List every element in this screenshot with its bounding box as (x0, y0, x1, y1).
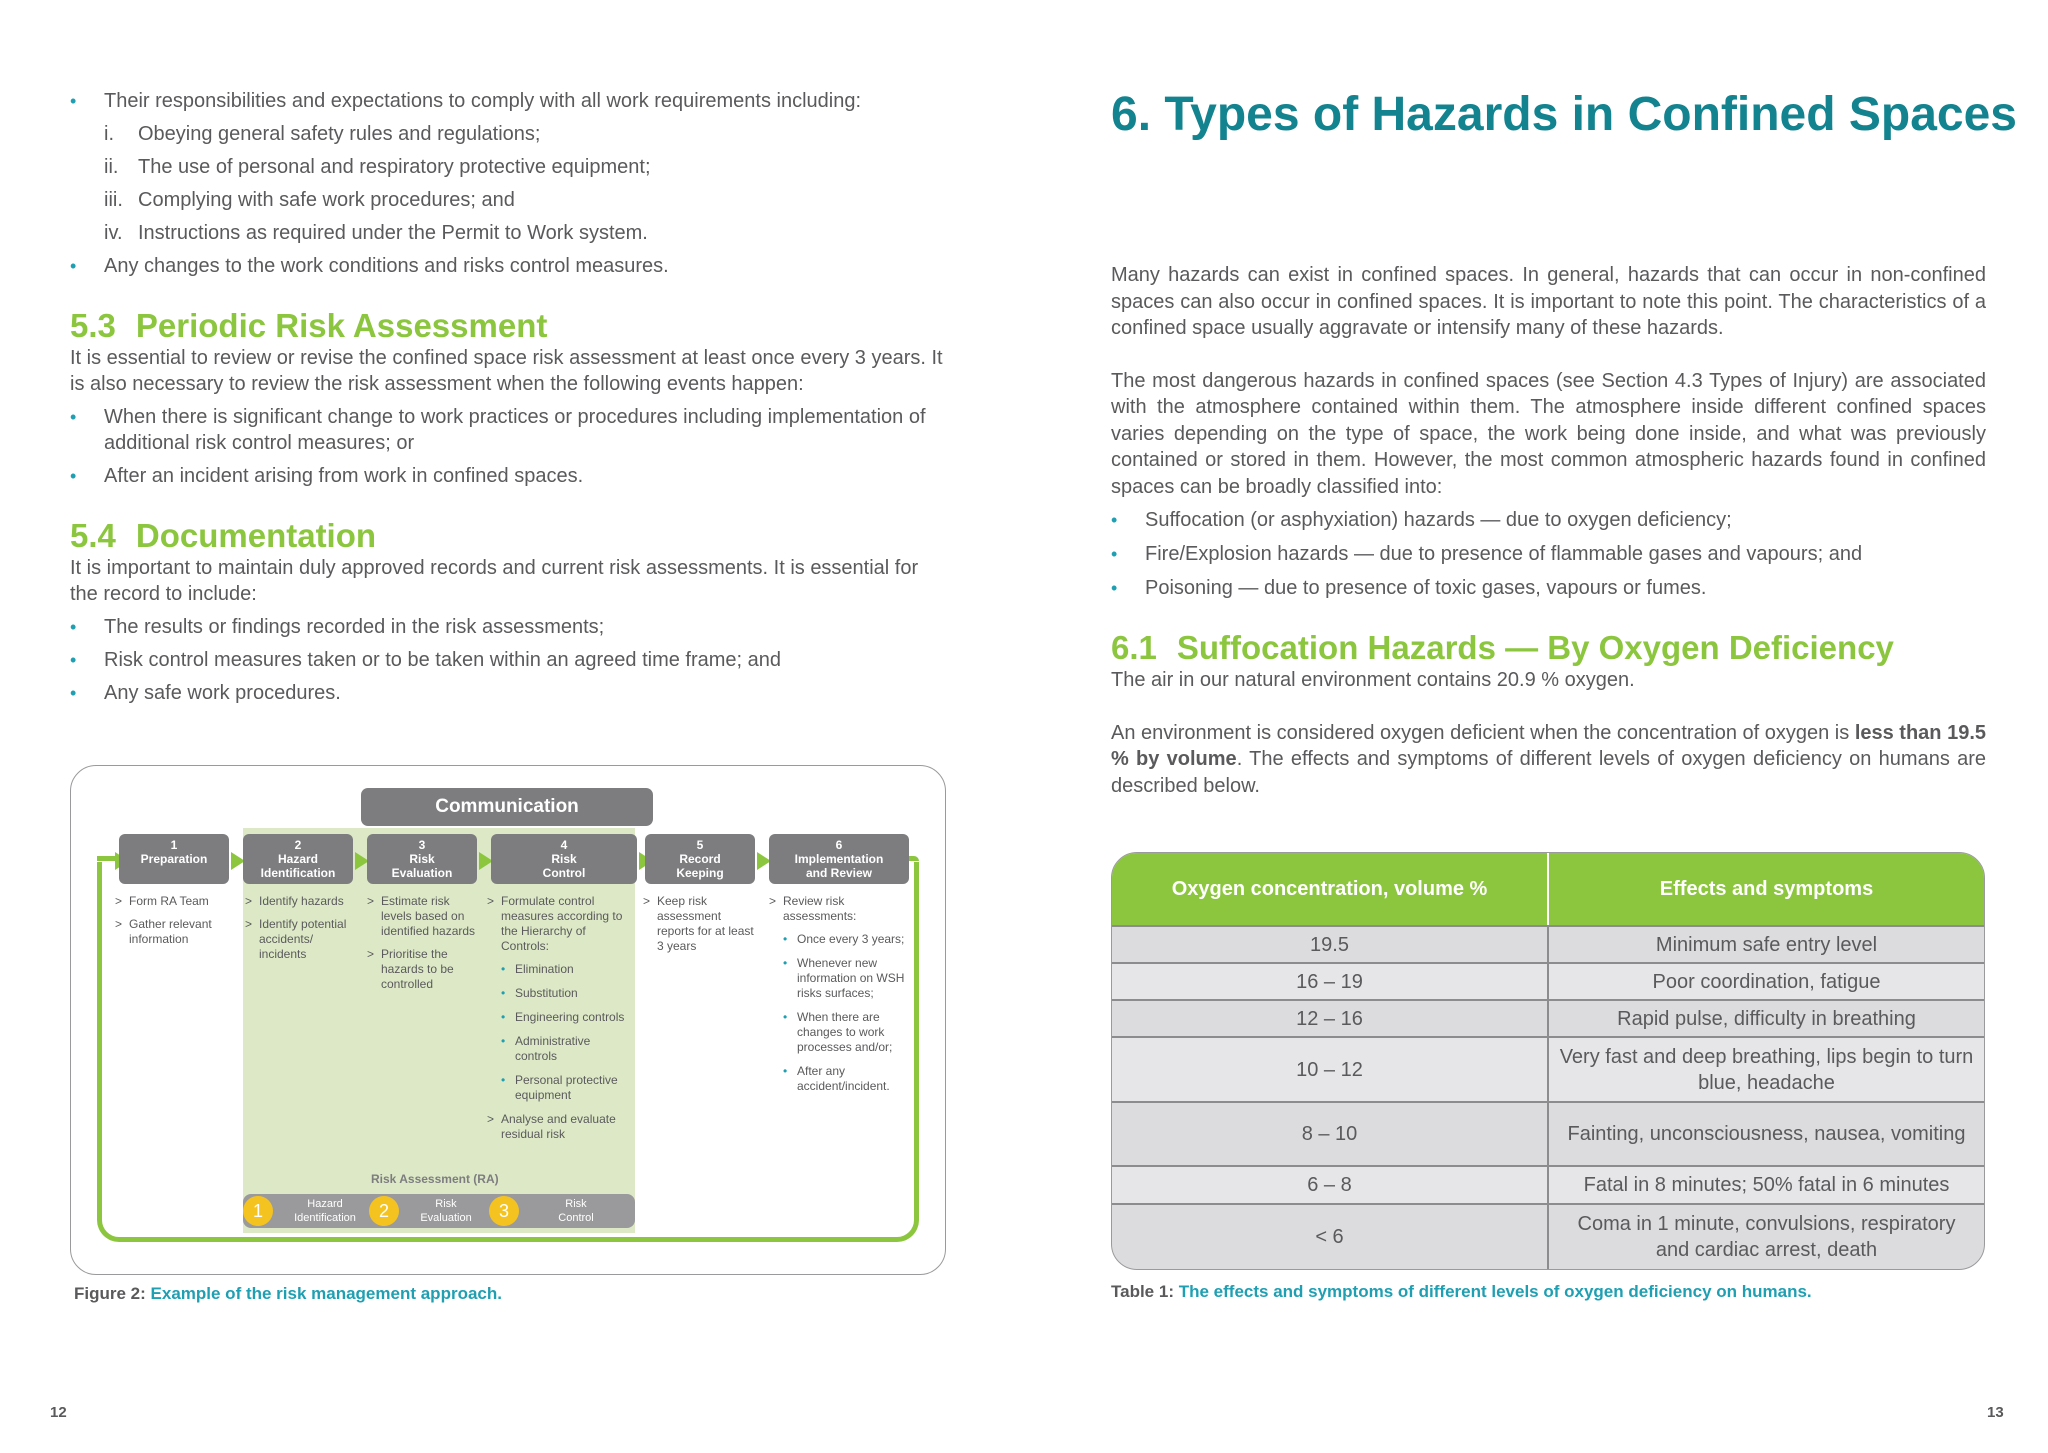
table-cell: 19.5 (1112, 927, 1549, 962)
list-item: > Prioritise the hazards to be controlled (367, 947, 479, 992)
section-title: Suffocation Hazards — By Oxygen Deficiency (1176, 629, 1894, 666)
step-column-2 (245, 894, 363, 970)
list-item: > Analyse and evaluate residual risk (487, 1112, 635, 1142)
ra-step-label (401, 1194, 491, 1228)
ra-step-number: 3 (489, 1196, 519, 1226)
step-box-6 (769, 834, 909, 884)
list-item: > Review risk assessments: (769, 894, 909, 924)
list-item: • Substitution (487, 986, 635, 1001)
list-item: • Any safe work procedures. (70, 680, 950, 706)
step-box-2 (243, 834, 353, 884)
list-item: • Once every 3 years; (769, 932, 909, 947)
table-row (1112, 1165, 1984, 1203)
table-cell: < 6 (1112, 1205, 1549, 1269)
step-number: 4 (560, 838, 568, 852)
list-text: Complying with safe work procedures; and (138, 189, 515, 211)
section-number: 5.4 (70, 517, 116, 554)
ra-step-label-line: Risk (435, 1198, 457, 1210)
table-row (1112, 1203, 1984, 1269)
step-number: 5 (696, 838, 704, 852)
step-number: 6 (835, 838, 843, 852)
ra-step-number: 1 (243, 1196, 273, 1226)
ra-step-label (521, 1194, 631, 1228)
figure-caption (74, 1284, 502, 1304)
roman-list (104, 121, 950, 246)
list-item: > Identify potential accidents/ incidents (245, 917, 363, 962)
communication-bar: Communication (361, 788, 653, 826)
paragraph-text: . The effects and symptoms of different levels of oxygen deficiency on humans are described below. (1111, 748, 1986, 797)
feedback-loop-start (97, 856, 115, 861)
table-cell: 6 – 8 (1112, 1167, 1549, 1203)
step-label: Implementation (794, 852, 884, 866)
hazard-bullets (1111, 507, 1986, 601)
step-box-5 (645, 834, 755, 884)
list-item: • Personal protective equipment (487, 1073, 635, 1103)
table-cell: Fainting, unconsciousness, nausea, vomiting (1567, 1123, 1966, 1145)
paragraph (1111, 720, 1986, 800)
table-cell: Coma in 1 minute, convulsions, respiratory and cardiac arrest, death (1577, 1213, 1956, 1261)
step-label: Risk (551, 852, 577, 866)
right-column (1111, 262, 1986, 825)
oxygen-table (1111, 852, 1985, 1270)
section-bullets (70, 404, 950, 489)
table-cell: 8 – 10 (1112, 1103, 1549, 1165)
step-label: Keeping (676, 866, 724, 880)
step-label: Control (542, 866, 586, 880)
table-cell: 10 – 12 (1112, 1038, 1549, 1101)
table-row (1112, 1036, 1984, 1101)
ra-step-number: 2 (369, 1196, 399, 1226)
step-label: Identification (260, 866, 336, 880)
list-item: > Form RA Team (115, 894, 239, 909)
step-number: 2 (294, 838, 302, 852)
step-column-5 (643, 894, 755, 962)
list-number: iv. (104, 222, 123, 244)
intro-bullets (70, 88, 950, 114)
list-item: > Formulate control measures according to the Hierarchy of Controls: (487, 894, 635, 954)
left-column (70, 88, 950, 713)
list-item (104, 220, 950, 246)
caption-text: The effects and symptoms of different levels of oxygen deficiency on humans. (1178, 1282, 1812, 1301)
section-title: Periodic Risk Assessment (135, 307, 548, 344)
step-box-3 (367, 834, 477, 884)
step-number: 3 (418, 838, 426, 852)
list-item: • Engineering controls (487, 1010, 635, 1025)
table-cell: Fatal in 8 minutes; 50% fatal in 6 minutes (1583, 1174, 1950, 1196)
list-item (104, 154, 950, 180)
section-heading-5-3 (70, 307, 950, 345)
table-row (1112, 1101, 1984, 1165)
ra-step-label-line: Evaluation (420, 1212, 472, 1224)
list-item (104, 187, 950, 213)
list-item: > Estimate risk levels based on identified hazards (367, 894, 479, 939)
list-item: • Suffocation (or asphyxiation) hazards — due to oxygen deficiency; (1111, 507, 1986, 533)
section-title: Documentation (135, 517, 377, 554)
table-cell: Rapid pulse, difficulty in breathing (1617, 1007, 1916, 1030)
table-header (1112, 853, 1984, 925)
step-label: Preparation (140, 852, 208, 866)
ra-step-label-line: Risk (565, 1198, 587, 1210)
section-heading-5-4 (70, 517, 950, 555)
step-box-1 (119, 834, 229, 884)
paragraph: Many hazards can exist in confined spaces. In general, hazards that can occur in non-confined spaces can also occur in confined spaces. It is important to note this point. The characteristics of a confined space usually aggravate or intensify many of these hazards. (1111, 264, 1986, 339)
list-item: • When there is significant change to work practices or procedures including implementation of additional risk control measures; or (70, 404, 950, 456)
caption-label: Figure 2: (74, 1284, 146, 1303)
table-row (1112, 962, 1984, 999)
page-number: 13 (1987, 1404, 2004, 1421)
section-paragraph: It is essential to review or revise the confined space risk assessment at least once every 3 years. It is also necessary to review the risk assessment when the following events happen: (70, 347, 943, 395)
column-header: Oxygen concentration, volume % (1112, 853, 1549, 925)
list-item: • Risk control measures taken or to be taken within an agreed time frame; and (70, 647, 950, 673)
list-text: Instructions as required under the Permit to Work system. (138, 222, 648, 244)
section-number: 5.3 (70, 307, 116, 344)
list-number: i. (104, 123, 114, 145)
caption-text: Example of the risk management approach. (150, 1284, 502, 1303)
section-paragraph: It is important to maintain duly approved records and current risk assessments. It is essential for the record to include: (70, 557, 919, 605)
list-item: > Gather relevant information (115, 917, 239, 947)
caption-label: Table 1: (1111, 1282, 1174, 1301)
table-cell: Poor coordination, fatigue (1652, 970, 1881, 993)
step-number: 1 (170, 838, 178, 852)
list-item: • After an incident arising from work in confined spaces. (70, 463, 950, 489)
page-title: 6. Types of Hazards in Confined Spaces (1111, 88, 2017, 141)
step-label: Risk (409, 852, 435, 866)
section-number: 6.1 (1111, 629, 1157, 666)
list-item: • Whenever new information on WSH risks surfaces; (769, 956, 909, 1001)
section-heading-6-1 (1111, 629, 1986, 667)
ra-step-label-line: Control (558, 1212, 594, 1224)
table-caption (1111, 1282, 1812, 1302)
list-item: • The results or findings recorded in the risk assessments; (70, 614, 950, 640)
ra-step-label-line: Hazard (307, 1198, 343, 1210)
step-label: Evaluation (391, 866, 453, 880)
step-box-4 (491, 834, 637, 884)
paragraph: The most dangerous hazards in confined spaces (see Section 4.3 Types of Injury) are associated with the atmosphere contained within them. The atmosphere inside different confined spaces varies depending on the type of space, the work being done inside, and what was previously contained or stored in them. However, the most common atmospheric hazards found in confined spaces can be broadly classified into: (1111, 369, 1986, 498)
step-label: Hazard (277, 852, 318, 866)
table-cell: Minimum safe entry level (1655, 933, 1878, 956)
list-item: • Administrative controls (487, 1034, 635, 1064)
list-item (104, 121, 950, 147)
step-label: Record (679, 852, 721, 866)
column-header: Effects and symptoms (1659, 878, 1874, 900)
section-bullets (70, 614, 950, 706)
list-text: The use of personal and respiratory protective equipment; (138, 156, 651, 178)
list-item: • After any accident/incident. (769, 1064, 909, 1094)
table-cell: 12 – 16 (1112, 1001, 1549, 1036)
list-item: • Poisoning — due to presence of toxic gases, vapours or fumes. (1111, 575, 1986, 601)
list-number: ii. (104, 156, 119, 178)
list-item: > Keep risk assessment reports for at least 3 years (643, 894, 755, 954)
intro-bullets-last (70, 253, 950, 279)
paragraph-emphasis: less than 19.5 % by volume (1111, 721, 1986, 770)
step-column-6 (769, 894, 909, 1103)
list-item: > Identify hazards (245, 894, 363, 909)
step-column-4 (487, 894, 635, 1150)
table-cell: Very fast and deep breathing, lips begin to turn blue, headache (1559, 1045, 1974, 1094)
paragraph-text: An environment is considered oxygen deficient when the concentration of oxygen is (1111, 721, 1855, 744)
page-number: 12 (50, 1404, 67, 1421)
step-column-3 (367, 894, 479, 1000)
ra-step-label (275, 1194, 375, 1228)
step-column-1 (115, 894, 239, 955)
risk-management-diagram (70, 765, 946, 1275)
list-item: • When there are changes to work processes and/or; (769, 1010, 909, 1055)
list-item: • Elimination (487, 962, 635, 977)
table-row (1112, 925, 1984, 962)
table-cell: 16 – 19 (1112, 964, 1549, 999)
list-item: • Fire/Explosion hazards — due to presence of flammable gases and vapours; and (1111, 541, 1986, 567)
step-label: and Review (805, 866, 873, 880)
risk-assessment-label: Risk Assessment (RA) (371, 1172, 499, 1186)
table-row (1112, 999, 1984, 1036)
ra-step-label-line: Identification (294, 1212, 356, 1224)
list-number: iii. (104, 189, 123, 211)
list-item: • Any changes to the work conditions and risks control measures. (70, 253, 950, 279)
list-text: Obeying general safety rules and regulations; (138, 123, 541, 145)
list-item: • Their responsibilities and expectations to comply with all work requirements including: (70, 88, 950, 114)
paragraph: The air in our natural environment contains 20.9 % oxygen. (1111, 669, 1635, 691)
